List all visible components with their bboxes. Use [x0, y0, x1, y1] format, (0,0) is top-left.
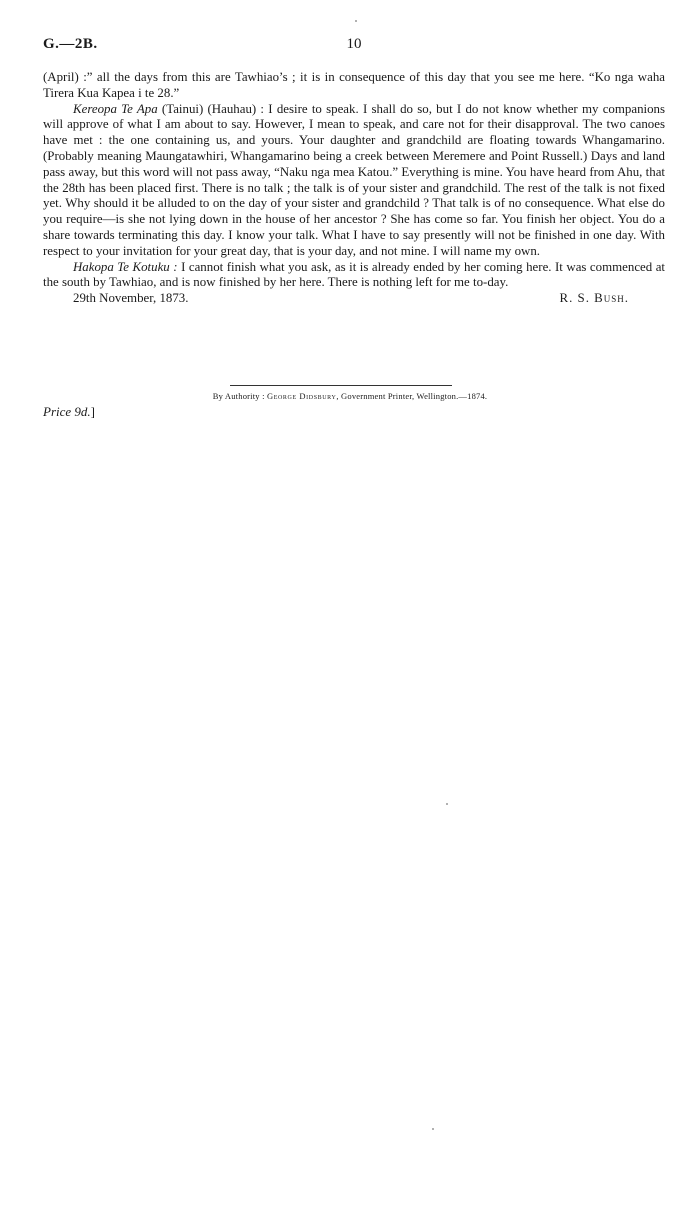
- price-note: [43, 404, 95, 420]
- paragraph-kereopa: [43, 102, 665, 260]
- speaker-name: Hakopa Te Kotuku :: [73, 259, 178, 274]
- printer-imprint: [0, 391, 700, 401]
- divider-rule: [230, 385, 452, 386]
- paragraph-text: (Tainui) (Hauhau) : I desire to speak. I shall do so, but I do not know whether my companions will approve of what I am about to say. However, I mean to speak, and care not for their disapproval. The two canoes have met : the one containing us, and yours. Your daughter and grandchild are floating towards Whangamarino. (Probably meaning Maungatawhiri, Whangamarino being a creek between Meremere and Point Russell.) Days and land pass away, but this word will not pass away, “Naku nga mea Katou.” Everything is mine. You have heard from Ahu, that the 28th has been placed first. There is no talk ; the talk is of your sister and grandchild. The rest of the talk is not fixed yet. Why should it be alluded to on the day of your sister and grandchild ? That talk is of no consequence. What else do you require—is she not lying down in the house of her ancestor ? She has come so far. You finish her object. You do a share towards terminating this day. I know your talk. What I have to say presently will not be finished in one day. With respect to your invitation for your great day, that is your day, and not mine. I will name my own.: [43, 101, 665, 258]
- signature-name: R. S. Bush.: [559, 291, 629, 306]
- speaker-name: Kereopa Te Apa: [73, 101, 158, 116]
- paragraph-hakopa: [43, 260, 665, 292]
- imprint-suffix: , Government Printer, Wellington.—1874.: [336, 391, 488, 401]
- paper-reference: G.—2B.: [43, 36, 98, 52]
- paper-speck: [446, 803, 448, 805]
- signature-date: 29th November, 1873.: [73, 291, 189, 306]
- price-label: Price 9d.: [43, 404, 91, 419]
- paragraph-text: I cannot finish what you ask, as it is already ended by her coming here. It was commenced at the south by Tawhiao, and is now finished by her here. There is nothing left for me to-day.: [43, 259, 666, 290]
- paragraph-text: (April) :” all the days from this are Tawhiao’s ; it is in consequence of this day that you see me here. “Ko nga waha Tirera Kua Kapea i te 28.”: [43, 70, 665, 100]
- paper-speck: [432, 1128, 434, 1130]
- body-text: [43, 70, 665, 307]
- price-bracket: ]: [90, 404, 95, 419]
- signature-row: [43, 291, 665, 307]
- page-header: [43, 36, 665, 56]
- paragraph-continuation: [43, 70, 665, 102]
- imprint-prefix: By Authority :: [212, 391, 267, 401]
- imprint-printer: George Didsbury: [266, 391, 337, 401]
- page-number: 10: [346, 36, 362, 52]
- paper-speck: [355, 20, 357, 22]
